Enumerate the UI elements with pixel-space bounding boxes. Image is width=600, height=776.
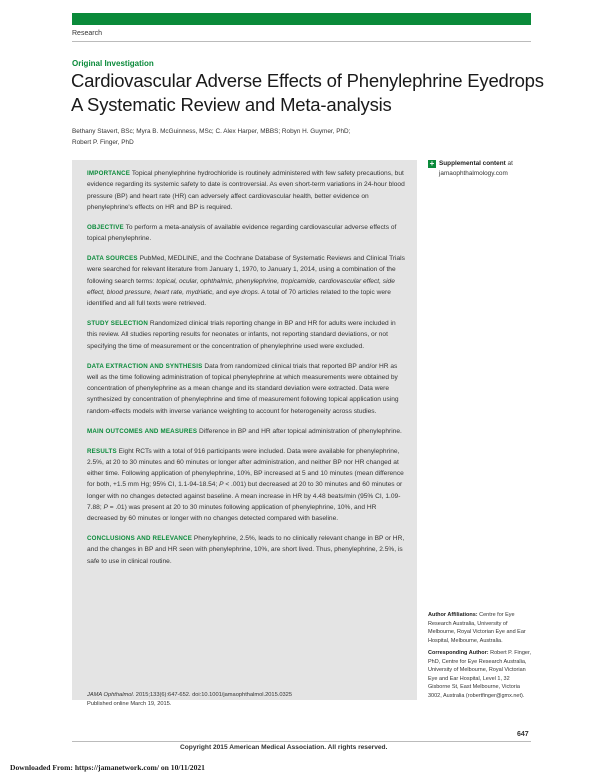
abstract-importance: IMPORTANCE Topical phenylephrine hydrochloride is routinely administered with few safety precautions, but evidence regarding its systemic safety to date is controversial. As even short-term variations in 24-hour blood pressure (BP) and heart rate (HR) can adversely affect cardiovascular health, better evidence on phenylephrine's effects on HR and BP is required.	[87, 170, 405, 211]
journal-name: JAMA Ophthalmol.	[87, 692, 135, 698]
published-date: Published online March 19, 2015.	[87, 700, 172, 707]
abstract-conclusions: CONCLUSIONS AND RELEVANCE Phenylephrine, 2.5%, leads to no clinically relevant change in BP or HR, and the changes in BP and HR seen with phenylephrine, 10%, are short lived. Thus, phenylephrine, 2.5%, is safe to use in clinical routine.	[87, 535, 405, 565]
abstract-heading: IMPORTANCE	[87, 170, 131, 177]
abstract-heading: STUDY SELECTION	[87, 320, 148, 328]
download-stamp: Downloaded From: https://jamanetwork.com/ on 10/11/2021	[10, 763, 205, 772]
abstract-outcomes: MAIN OUTCOMES AND MEASURES Difference in BP and HR after topical administration of phenylephrine.	[87, 427, 402, 435]
abstract-objective: OBJECTIVE To perform a meta-analysis of available evidence regarding cardiovascular adverse effects of topical phenylephrine.	[87, 223, 397, 243]
supplemental-content[interactable]: Supplemental content at jamaophthalmology.com	[439, 160, 513, 177]
abstract-study-selection: STUDY SELECTION Randomized clinical trials reporting change in BP and HR for adults were included in this review. All studies reporting results for neonates or infants, not reporting standard deviations, or not specifying the time of measurement or the concentration of phenylephrine used were excluded.	[87, 320, 396, 350]
abstract-heading: DATA EXTRACTION AND SYNTHESIS	[87, 362, 203, 370]
abstract-heading: CONCLUSIONS AND RELEVANCE	[87, 535, 193, 543]
abstract-heading: MAIN OUTCOMES AND MEASURES	[87, 427, 198, 435]
author-line: Bethany Stavert, BSc; Myra B. McGuinness, MSc; C. Alex Harper, MBBS; Robyn H. Guymer, PhD;	[72, 128, 351, 135]
abstract-heading: DATA SOURCES	[87, 254, 138, 262]
supplemental-link[interactable]: jamaophthalmology.com	[439, 170, 508, 177]
copyright-notice: Copyright 2015 American Medical Association. All rights reserved.	[180, 744, 388, 751]
journal-color-bar	[72, 13, 531, 25]
section-label: Research	[72, 30, 102, 37]
article-subtitle: A Systematic Review and Meta-analysis	[71, 94, 392, 115]
plus-icon[interactable]: +	[429, 159, 435, 168]
article-title: Cardiovascular Adverse Effects of Phenylephrine Eyedrops	[71, 70, 544, 91]
citation: JAMA Ophthalmol. 2015;133(6):647-652. doi:10.1001/jamaophthalmol.2015.0325 Published online March 19, 2015.	[87, 692, 292, 707]
abstract-data-extraction: DATA EXTRACTION AND SYNTHESIS Data from randomized clinical trials that reported BP and/or HR as well as the time following administration of topical phenylephrine at which measurements were obtained by concentration of phenylephrine as a mean change and its standard deviation were extracted. Data were synthesized by concentration of phenylephrine and time of measurement following topical application using random-effects models with inverse variance weighting to account for heterogeneity across studies.	[87, 362, 399, 415]
abstract-results: RESULTS Eight RCTs with a total of 916 participants were included. Data were available for phenylephrine, 2.5%, at 20 to 30 minutes and 60 minutes or longer after administration, and neither BP nor HR changed at either time. Following application of phenylephrine, 10%, BP increased at 5 and 10 minutes (mean difference for both, +1.5 mm Hg; 95% CI, 1.1-94-18.54; P < .001) but decreased at 20 to 30 minutes and 60 minutes or longer with no changes detected against baseline. A mean increase in HR by 4.48 beats/min (95% CI, 1.09-7.88; P = .01) was present at 20 to 30 minutes following application of phenylephrine, 10%, and HR decreased by 60 minutes or longer with no changes detected compared with baseline.	[87, 447, 404, 523]
author-line: Robert P. Finger, PhD	[72, 139, 134, 146]
supplemental-label: Supplemental content	[439, 160, 506, 167]
header-divider	[72, 41, 531, 42]
corresponding-author: Corresponding Author: Robert P. Finger, PhD, Centre for Eye Research Australia, University of Melbourne, Royal Victorian Eye and Ear Hospital, Level 1, 32 Gisborne St, East Melbourne, Victoria 3002, Australia (robertfinger@gmx.net).	[428, 650, 532, 699]
abstract-heading: OBJECTIVE	[87, 223, 124, 231]
abstract-heading: RESULTS	[87, 447, 117, 455]
footer-divider	[72, 741, 531, 742]
article-type: Original Investigation	[72, 59, 154, 68]
abstract-data-sources: DATA SOURCES PubMed, MEDLINE, and the Cochrane Database of Systematic Reviews and Clinical Trials were searched for relevant literature from January 1, 1970, to January 1, 2014, using a combination of the following search terms: topical, ocular, ophthalmic, phenylephrine, tropicamide, cardiovascular effect, side effect, blood pressure, heart rate, mydriatic, and eye drops. A total of 70 articles related to the topic were identified and all full texts were retrieved.	[87, 254, 405, 308]
page-number: 647	[517, 731, 529, 738]
author-affiliations: Author Affiliations: Centre for Eye Research Australia, University of Melbourne, Royal Victorian Eye and Ear Hospital, Melbourne, Australia. Corresponding Author: Robert P. Finger, PhD, Centre for Eye Research Australia, University of Melbourne, Royal Victorian Eye and Ear Hospital, Level 1, 32 Gisborne St, East Melbourne, Victoria 3002, Australia (robertfinger@gmx.net).	[428, 612, 532, 699]
abstract-box	[72, 160, 417, 700]
author-list	[72, 126, 412, 148]
